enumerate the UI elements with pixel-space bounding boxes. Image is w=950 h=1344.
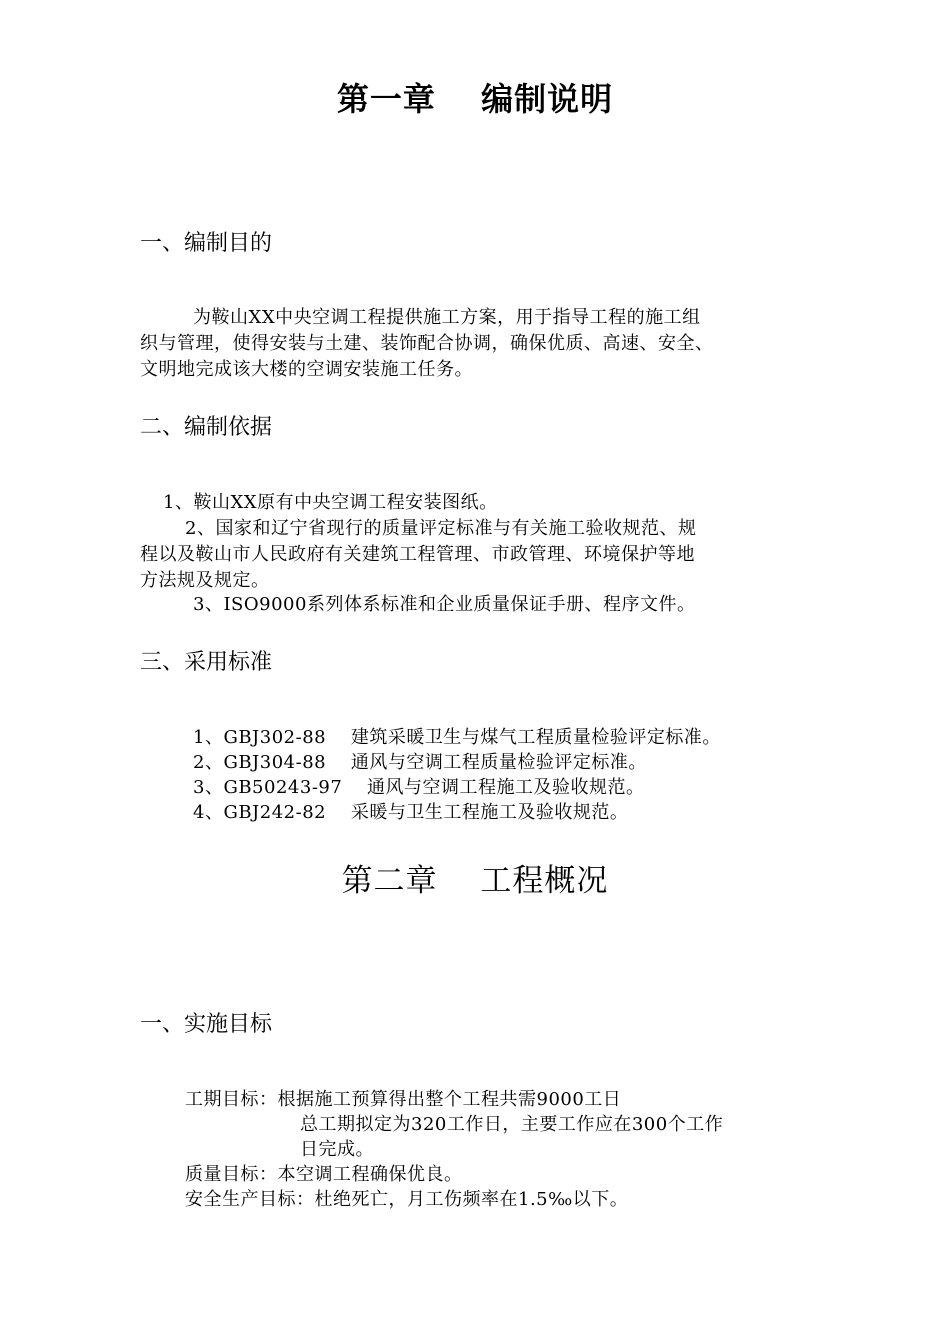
chapter-2-title: 第二章 工程概况 [341, 863, 609, 899]
target-line: 工期目标：根据施工预算得出整个工程共需9000工日 [185, 1089, 622, 1110]
section-heading-purpose: 一、编制目的 [140, 231, 273, 256]
paragraph-line: 2、国家和辽宁省现行的质量评定标准与有关施工验收规范、规 [185, 518, 697, 539]
target-line: 质量目标：本空调工程确保优良。 [185, 1164, 463, 1185]
paragraph-line: 方法规及规定。 [140, 570, 270, 591]
paragraph-line: 1、鞍山XX原有中央空调工程安装图纸。 [163, 492, 498, 513]
target-line: 安全生产目标：杜绝死亡，月工伤频率在1.5‰以下。 [185, 1189, 629, 1210]
standard-item: 4、GBJ242-82 采暖与卫生工程施工及验收规范。 [193, 802, 629, 823]
paragraph-line: 程以及鞍山市人民政府有关建筑工程管理、市政管理、环境保护等地 [140, 544, 695, 565]
section-heading-standards: 三、采用标准 [140, 650, 273, 675]
target-line: 总工期拟定为320工作日，主要工作应在300个工作 [300, 1114, 724, 1135]
paragraph-line: 3、ISO9000系列体系标准和企业质量保证手册、程序文件。 [193, 594, 696, 615]
paragraph-line: 织与管理，使得安装与土建、装饰配合协调，确保优质、高速、安全、 [140, 333, 714, 354]
paragraph-line: 为鞍山XX中央空调工程提供施工方案，用于指导工程的施工组 [193, 307, 701, 328]
chapter-1-title: 第一章 编制说明 [336, 80, 614, 118]
standard-item: 3、GB50243-97 通风与空调工程施工及验收规范。 [193, 777, 645, 798]
section-heading-basis: 二、编制依据 [140, 415, 273, 440]
standard-item: 1、GBJ302-88 建筑采暖卫生与煤气工程质量检验评定标准。 [193, 727, 721, 748]
section-heading-targets: 一、实施目标 [140, 1012, 273, 1037]
standard-item: 2、GBJ304-88 通风与空调工程质量检验评定标准。 [193, 752, 647, 773]
target-line: 日完成。 [300, 1139, 374, 1160]
paragraph-line: 文明地完成该大楼的空调安装施工任务。 [140, 359, 473, 380]
